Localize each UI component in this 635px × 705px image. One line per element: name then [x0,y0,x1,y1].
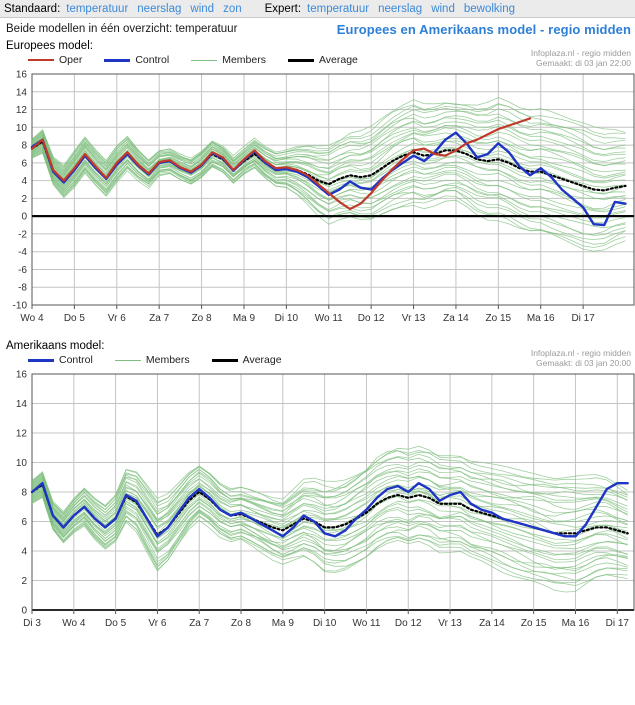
svg-text:14: 14 [15,399,27,410]
stamp-time-2: Gemaakt: di 03 jan 20:00 [536,358,631,368]
svg-text:Ma 16: Ma 16 [561,618,590,629]
panel-europees-legend [0,48,635,68]
legend-item-members [191,54,266,66]
panel-amerikaans-plot [2,368,635,643]
panel-amerikaans-label: Amerikaans model: [6,340,105,352]
legend-item-control [104,54,169,66]
header-row [0,18,635,38]
svg-text:Ma 16: Ma 16 [526,313,555,324]
svg-text:Do 5: Do 5 [63,313,85,324]
stamp-source-1: Infoplaza.nl - regio midden [530,48,631,58]
panel-amerikaans-stamp [531,348,631,368]
svg-text:Di 17: Di 17 [605,618,629,629]
panel-europees-stamp [531,48,631,68]
svg-text:4: 4 [21,176,27,188]
svg-text:2: 2 [21,576,27,587]
svg-text:2: 2 [21,193,27,205]
svg-text:-10: -10 [12,300,27,312]
svg-text:Vr 13: Vr 13 [401,313,426,324]
legend-item-average-2 [212,354,282,366]
menu-expert-bewolking[interactable]: bewolking [463,2,515,15]
panel-amerikaans [0,340,635,643]
svg-text:Zo 15: Zo 15 [520,618,547,629]
svg-text:Wo 4: Wo 4 [20,313,44,324]
svg-text:-8: -8 [18,282,27,294]
legend-label-control: Control [135,54,170,66]
svg-text:Di 3: Di 3 [23,618,41,629]
page-title: Europees en Amerikaans model - regio midden [336,21,631,37]
svg-text:8: 8 [21,487,27,499]
svg-text:12: 12 [15,428,27,440]
expert-group-label: Expert: [264,2,302,15]
svg-text:Di 10: Di 10 [312,618,337,629]
svg-text:Wo 11: Wo 11 [352,618,381,629]
menu-standard-temperatuur[interactable]: temperatuur [66,2,129,15]
svg-text:16: 16 [15,69,27,81]
legend-swatch-average-2 [212,359,238,362]
menu-standard-wind[interactable]: wind [190,2,215,15]
legend-swatch-oper [28,59,54,61]
svg-text:-2: -2 [18,229,27,241]
svg-text:0: 0 [21,605,27,617]
panel-europees-plot [2,68,635,338]
svg-text:14: 14 [15,87,27,99]
legend-label-members: Members [222,54,266,66]
svg-text:16: 16 [15,369,27,381]
panel-europees [0,40,635,338]
svg-text:Do 5: Do 5 [105,618,127,629]
legend-label-oper: Oper [59,54,83,66]
svg-text:Zo 15: Zo 15 [485,313,512,324]
svg-text:-4: -4 [18,247,27,259]
panel-europees-label: Europees model: [6,40,93,52]
svg-text:Za 7: Za 7 [189,618,210,629]
legend-swatch-members-2 [115,360,141,361]
legend-item-control-2 [28,354,93,366]
top-menubar [0,0,635,18]
legend-label-control-2: Control [59,354,93,366]
legend-item-average [288,54,358,66]
menu-expert-temperatuur[interactable]: temperatuur [307,2,370,15]
svg-text:Vr 13: Vr 13 [438,618,462,629]
svg-text:Wo 4: Wo 4 [62,618,86,629]
svg-text:Za 14: Za 14 [479,618,505,629]
legend-label-average: Average [318,54,358,66]
legend-swatch-control-2 [28,359,54,362]
svg-text:Di 10: Di 10 [274,313,299,324]
svg-text:Do 12: Do 12 [357,313,385,324]
menu-expert-neerslag[interactable]: neerslag [378,2,423,15]
stamp-source-2: Infoplaza.nl - regio midden [530,348,631,358]
menu-expert-wind[interactable]: wind [431,2,455,15]
svg-text:Ma 9: Ma 9 [232,313,256,324]
svg-text:Zo 8: Zo 8 [231,618,252,629]
svg-text:-6: -6 [18,264,27,276]
svg-text:Vr 6: Vr 6 [148,618,167,629]
svg-text:0: 0 [21,211,27,223]
svg-text:12: 12 [15,105,27,117]
svg-text:Vr 6: Vr 6 [107,313,126,324]
svg-text:Do 12: Do 12 [394,618,422,629]
legend-item-oper [28,54,82,66]
svg-text:8: 8 [21,140,27,152]
legend-label-members-2: Members [145,354,190,366]
svg-text:6: 6 [21,517,27,528]
legend-swatch-average [288,59,314,62]
panel-amerikaans-legend [0,348,635,368]
legend-item-members-2 [115,354,190,366]
menu-standard-neerslag[interactable]: neerslag [137,2,182,15]
standard-group-label: Standaard: [4,2,61,15]
svg-text:10: 10 [15,122,27,134]
svg-text:10: 10 [15,458,27,469]
legend-swatch-members [191,60,217,61]
svg-text:6: 6 [21,158,27,170]
menu-standard-zon[interactable]: zon [223,2,242,15]
legend-label-average-2: Average [242,354,282,366]
svg-text:Wo 11: Wo 11 [314,313,343,324]
svg-text:Di 17: Di 17 [571,313,595,324]
svg-text:Zo 8: Zo 8 [191,313,212,324]
svg-text:Za 14: Za 14 [443,313,469,324]
stamp-time-1: Gemaakt: di 03 jan 22:00 [536,58,631,68]
svg-text:4: 4 [21,546,27,558]
svg-text:Ma 9: Ma 9 [271,618,294,629]
legend-swatch-control [104,59,130,62]
svg-text:Za 7: Za 7 [149,313,170,324]
page-subtitle: Beide modellen in één overzicht: temperatuur [6,23,238,35]
